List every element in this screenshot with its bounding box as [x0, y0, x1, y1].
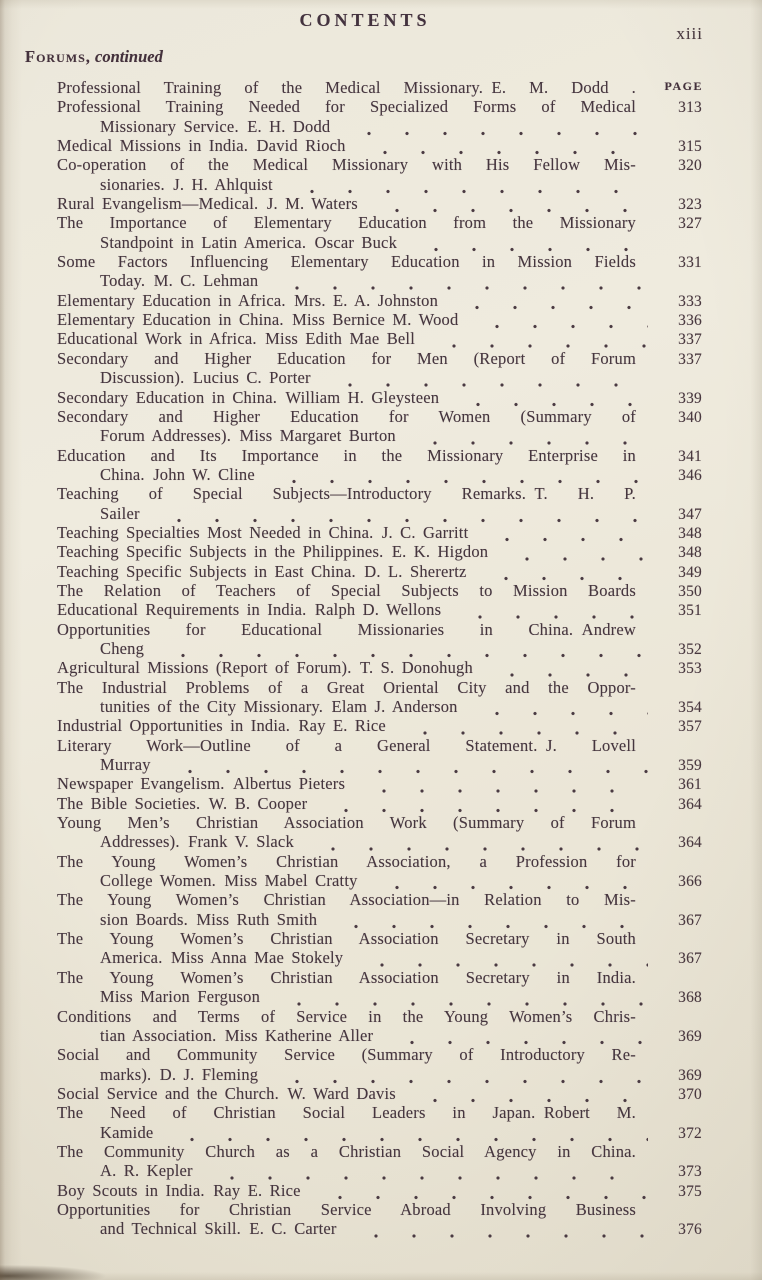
toc-entry-text: America. Miss Anna Mae Stokely: [100, 948, 344, 968]
toc-row: [0, 794, 762, 813]
leader-dots: [481, 658, 648, 677]
leader-dots: [266, 271, 648, 290]
toc-entry-text: Standpoint in Latin America. Oscar Buck: [100, 232, 398, 252]
toc-entry-text: Social and Community Service (Summary of Introductory Re-: [57, 1045, 636, 1065]
leader-dots: [345, 1219, 648, 1238]
toc-entry-text: Agricultural Missions (Report of Forum). T. S. Donohugh: [57, 658, 473, 678]
section-heading-qualifier: continued: [95, 47, 163, 66]
toc-page-number: 373: [678, 1163, 702, 1181]
toc-entry-text: China. John W. Cline: [100, 464, 255, 484]
toc-entry-text: Co-operation of the Medical Missionary with His Fellow Mis-: [57, 155, 636, 175]
toc-page-number: 337: [678, 350, 702, 368]
toc-entry-text: Secondary and Higher Education for Men (Report of Forum: [57, 348, 636, 368]
toc-entry-text: sion Boards. Miss Ruth Smith: [100, 909, 318, 929]
toc-row: [0, 1007, 762, 1026]
toc-entry-text: Secondary and Higher Education for Women (Summary of: [57, 406, 636, 426]
toc-row: [0, 329, 762, 348]
toc-row: [0, 1200, 762, 1219]
toc-page-number: 367: [678, 950, 702, 968]
toc-row: [0, 523, 762, 542]
toc-row: [0, 1026, 762, 1045]
toc-page-number: 367: [678, 911, 702, 929]
leader-dots: [404, 1084, 648, 1103]
toc-page-number: 340: [678, 408, 702, 426]
toc-row: [0, 716, 762, 735]
section-heading: [25, 47, 163, 67]
toc-row: [0, 368, 762, 387]
leader-dots: [496, 542, 648, 561]
leader-dots: [449, 600, 648, 619]
toc-entry-text: tunities of the City Missionary. Elam J. Anderson: [100, 697, 458, 716]
page-title: CONTENTS: [299, 10, 431, 30]
toc-entry-text: Professional Training of the Medical Missionary. E. M. Dodd .: [57, 78, 636, 97]
leader-dots: [404, 426, 648, 445]
toc-entry-text: Young Men’s Christian Association Work (Summary of Forum: [57, 813, 636, 833]
leader-dots: [381, 1026, 648, 1045]
toc-entry-text: Educational Work in Africa. Miss Edith Mae Bell: [57, 329, 415, 349]
toc-page-number: 346: [678, 466, 702, 484]
leader-dots: [446, 291, 648, 310]
toc-entry-text: Teaching Specific Subjects in the Philippines. E. K. Higdon: [57, 542, 489, 562]
toc-entry-text: Teaching of Special Subjects—Introductory Remarks. T. H. P.: [57, 484, 636, 504]
toc-page-number: 369: [678, 1066, 702, 1084]
leader-dots: [423, 329, 648, 348]
toc-row: [0, 736, 762, 755]
toc-entry-text: Opportunities for Educational Missionaries in China. Andrew: [57, 619, 636, 639]
toc-row: [0, 562, 762, 581]
toc-row: [0, 1219, 762, 1238]
toc-entry-text: tian Association. Miss Katherine Aller: [100, 1025, 374, 1045]
toc-entry-text: The Young Women’s Christian Association, a Profession for: [57, 851, 636, 871]
toc-page-number: 366: [678, 873, 702, 891]
toc-entry-text: Professional Training Needed for Specialized Forms of Medical: [57, 97, 636, 117]
toc-row: [0, 175, 762, 194]
toc-page-number: 357: [678, 718, 702, 736]
toc-page-number: 331: [678, 254, 702, 272]
leader-dots: [263, 465, 648, 484]
toc-entry-text: Social Service and the Church. W. Ward Davis: [57, 1083, 396, 1103]
toc-row: [0, 620, 762, 639]
toc-page-number: 349: [678, 563, 702, 581]
toc-row: [0, 407, 762, 426]
toc-entry-text: Some Factors Influencing Elementary Education in Mission Fields: [57, 252, 636, 272]
toc-row: [0, 697, 762, 716]
toc-page-number: 370: [678, 1085, 702, 1103]
toc-page-number: 348: [678, 544, 702, 562]
toc-row: [0, 213, 762, 232]
toc-entry-text: Secondary Education in China. William H. Gleysteen: [57, 387, 440, 407]
leader-dots: [366, 194, 648, 213]
toc-row: [0, 271, 762, 290]
toc-row: [0, 542, 762, 561]
toc-entry-text: Forum Addresses). Miss Margaret Burton: [100, 426, 396, 446]
leader-dots: [338, 117, 648, 136]
toc-entry-text: The Young Women’s Christian Association Secretary in India.: [57, 967, 636, 987]
toc-entry-text: The Relation of Teachers of Special Subjects to Mission Boards: [57, 580, 636, 600]
toc-row: [0, 194, 762, 213]
toc-row: [0, 1181, 762, 1200]
toc-entry-text: Elementary Education in Africa. Mrs. E. A. Johnston: [57, 290, 439, 310]
toc-entry-text: Miss Marion Ferguson: [100, 987, 261, 1007]
leader-dots: [475, 562, 648, 581]
toc-page-number: 336: [678, 312, 702, 330]
toc-row: [0, 890, 762, 909]
toc-entry-text: The Community Church as a Christian Social Agency in China.: [57, 1141, 636, 1161]
toc-row: [0, 388, 762, 407]
toc-page-number: 333: [678, 292, 702, 310]
leader-dots: [161, 1123, 648, 1142]
toc-row: [0, 832, 762, 851]
toc-row: [0, 1103, 762, 1122]
leader-dots: [152, 639, 648, 658]
toc-entry-text: Sailer: [100, 503, 140, 523]
leader-dots: [309, 1181, 648, 1200]
toc-row: [0, 155, 762, 174]
toc-row: [0, 310, 762, 329]
toc-entry-text: marks). D. J. Fleming: [100, 1064, 259, 1084]
toc-page-number: 359: [678, 757, 702, 775]
toc-row: [0, 78, 762, 97]
toc-page-number: 341: [678, 447, 702, 465]
toc-entry-text: Discussion). Lucius C. Porter: [100, 368, 311, 388]
toc-row: [0, 117, 762, 136]
toc-page-number: 339: [678, 389, 702, 407]
toc-row: [0, 446, 762, 465]
toc-page-number: 320: [678, 157, 702, 175]
toc-entry-text: Literary Work—Outline of a General Statement. J. Lovell: [57, 735, 636, 755]
toc-entry-text: Teaching Specialties Most Needed in China. J. C. Garritt: [57, 522, 469, 542]
toc-page-number: 361: [678, 776, 702, 794]
leader-dots: [476, 523, 648, 542]
toc-entry-text: The Young Women’s Christian Association Secretary in South: [57, 929, 636, 949]
toc-row: [0, 484, 762, 503]
toc-row: [0, 97, 762, 116]
toc-entry-text: Kamide: [100, 1122, 154, 1142]
toc-row: [0, 678, 762, 697]
leader-dots: [394, 716, 648, 735]
toc-row: [0, 1065, 762, 1084]
leader-dots: [268, 987, 648, 1006]
leader-dots: [353, 774, 648, 793]
toc-row: [0, 968, 762, 987]
page-column-label: PAGE: [664, 79, 703, 93]
toc-page-number: 315: [678, 138, 702, 156]
toc-entry-text: Industrial Opportunities in India. Ray E. Rice: [57, 716, 386, 736]
toc-row: [0, 1123, 762, 1142]
toc-page-number: 313: [678, 99, 702, 117]
toc-page-number: 353: [678, 660, 702, 678]
toc-entry-text: Educational Requirements in India. Ralph D. Wellons: [57, 600, 442, 620]
toc-entry-text: Medical Missions in India. David Rioch: [57, 136, 346, 156]
toc-entry-text: Newspaper Evangelism. Albertus Pieters: [57, 774, 346, 794]
toc-row: [0, 1142, 762, 1161]
leader-dots: [266, 1065, 648, 1084]
toc-entry-text: Teaching Specific Subjects in East China. D. L. Sherertz: [57, 561, 467, 581]
leader-dots: [281, 175, 648, 194]
toc-page-number: 352: [678, 640, 702, 658]
toc-row: [0, 852, 762, 871]
leader-dots: [325, 910, 648, 929]
toc-page-number: 375: [678, 1182, 702, 1200]
leader-dots: [201, 1161, 648, 1180]
toc-entry-text: Education and Its Importance in the Missionary Enterprise in: [57, 445, 636, 465]
toc-row: [0, 349, 762, 368]
toc-row: [0, 233, 762, 252]
toc-row: [0, 755, 762, 774]
toc-row: [0, 871, 762, 890]
toc-page-number: 323: [678, 196, 702, 214]
toc-page-number: 351: [678, 602, 702, 620]
toc-row: [0, 252, 762, 271]
leader-dots: [148, 504, 648, 523]
toc-page-number: 372: [678, 1124, 702, 1142]
toc-entry-text: The Importance of Elementary Education from the Missionary: [57, 213, 636, 233]
toc-row: [0, 1161, 762, 1180]
toc-row: [0, 600, 762, 619]
toc-entry-text: sionaries. J. H. Ahlquist: [100, 174, 273, 194]
toc-row: [0, 136, 762, 155]
leader-dots: [302, 832, 648, 851]
toc-row: [0, 929, 762, 948]
toc-row: [0, 910, 762, 929]
toc-row: [0, 581, 762, 600]
toc-page-number: 369: [678, 1027, 702, 1045]
leader-dots: [319, 368, 648, 387]
toc-row: [0, 658, 762, 677]
toc-row: [0, 291, 762, 310]
toc-entry-text: College Women. Miss Mabel Cratty: [100, 871, 358, 891]
toc-entry-text: The Young Women’s Christian Association—in Relation to Mis-: [57, 890, 636, 910]
toc-entry-text: Opportunities for Christian Service Abroad Involving Business: [57, 1199, 636, 1219]
toc-entry-text: The Need of Christian Social Leaders in Japan. Robert M.: [57, 1103, 636, 1123]
leader-dots: [159, 755, 648, 774]
toc-row: [0, 1084, 762, 1103]
toc-entry-text: Boy Scouts in India. Ray E. Rice: [57, 1180, 301, 1200]
leader-dots: [351, 948, 648, 967]
toc-row: [0, 948, 762, 967]
toc-row: [0, 639, 762, 658]
leader-dots: [354, 136, 648, 155]
toc-entry-text: The Industrial Problems of a Great Oriental City and the Oppor-: [57, 677, 636, 697]
toc-entry-text: Elementary Education in China. Miss Bernice M. Wood: [57, 310, 459, 330]
toc-row: [0, 774, 762, 793]
toc-row: [0, 465, 762, 484]
toc-entry-text: and Technical Skill. E. C. Carter: [100, 1219, 337, 1239]
leader-dots: [315, 794, 648, 813]
toc-page-number: 347: [678, 505, 702, 523]
folio-page-number: xiii: [676, 24, 703, 43]
leader-dots: [405, 233, 648, 252]
toc-row: [0, 426, 762, 445]
toc-entry-text: Rural Evangelism—Medical. J. M. Waters: [57, 194, 358, 214]
leader-dots: [466, 697, 648, 716]
toc-page-number: 350: [678, 582, 702, 600]
toc-page-number: 364: [678, 834, 702, 852]
toc-rows: [0, 78, 762, 1239]
toc-row: [0, 1045, 762, 1064]
toc-entry-text: Today. M. C. Lehman: [100, 271, 259, 291]
toc-entry-text: Missionary Service. E. H. Dodd: [100, 116, 331, 136]
toc-row: [0, 987, 762, 1006]
toc-entry-text: The Bible Societies. W. B. Cooper: [57, 793, 308, 813]
toc-page-number: 337: [678, 331, 702, 349]
toc-entry-text: Addresses). Frank V. Slack: [100, 832, 294, 852]
toc-page-number: 354: [678, 699, 702, 716]
leader-dots: [466, 310, 648, 329]
section-heading-label: Forums,: [25, 47, 91, 66]
leader-dots: [366, 871, 648, 890]
toc-page-number: 364: [678, 795, 702, 813]
toc-page-number: 376: [678, 1221, 702, 1239]
toc-page-number: 327: [678, 215, 702, 233]
toc-page-number: 368: [678, 989, 702, 1007]
toc-row: [0, 813, 762, 832]
toc-entry-text: Murray: [100, 755, 151, 775]
toc-row: [0, 504, 762, 523]
leader-dots: [447, 388, 648, 407]
toc-entry-text: Cheng: [100, 638, 145, 658]
toc-page-number: 348: [678, 524, 702, 542]
toc-entry-text: A. R. Kepler: [100, 1161, 193, 1181]
toc-entry-text: Conditions and Terms of Service in the Young Women’s Chris-: [57, 1006, 636, 1026]
